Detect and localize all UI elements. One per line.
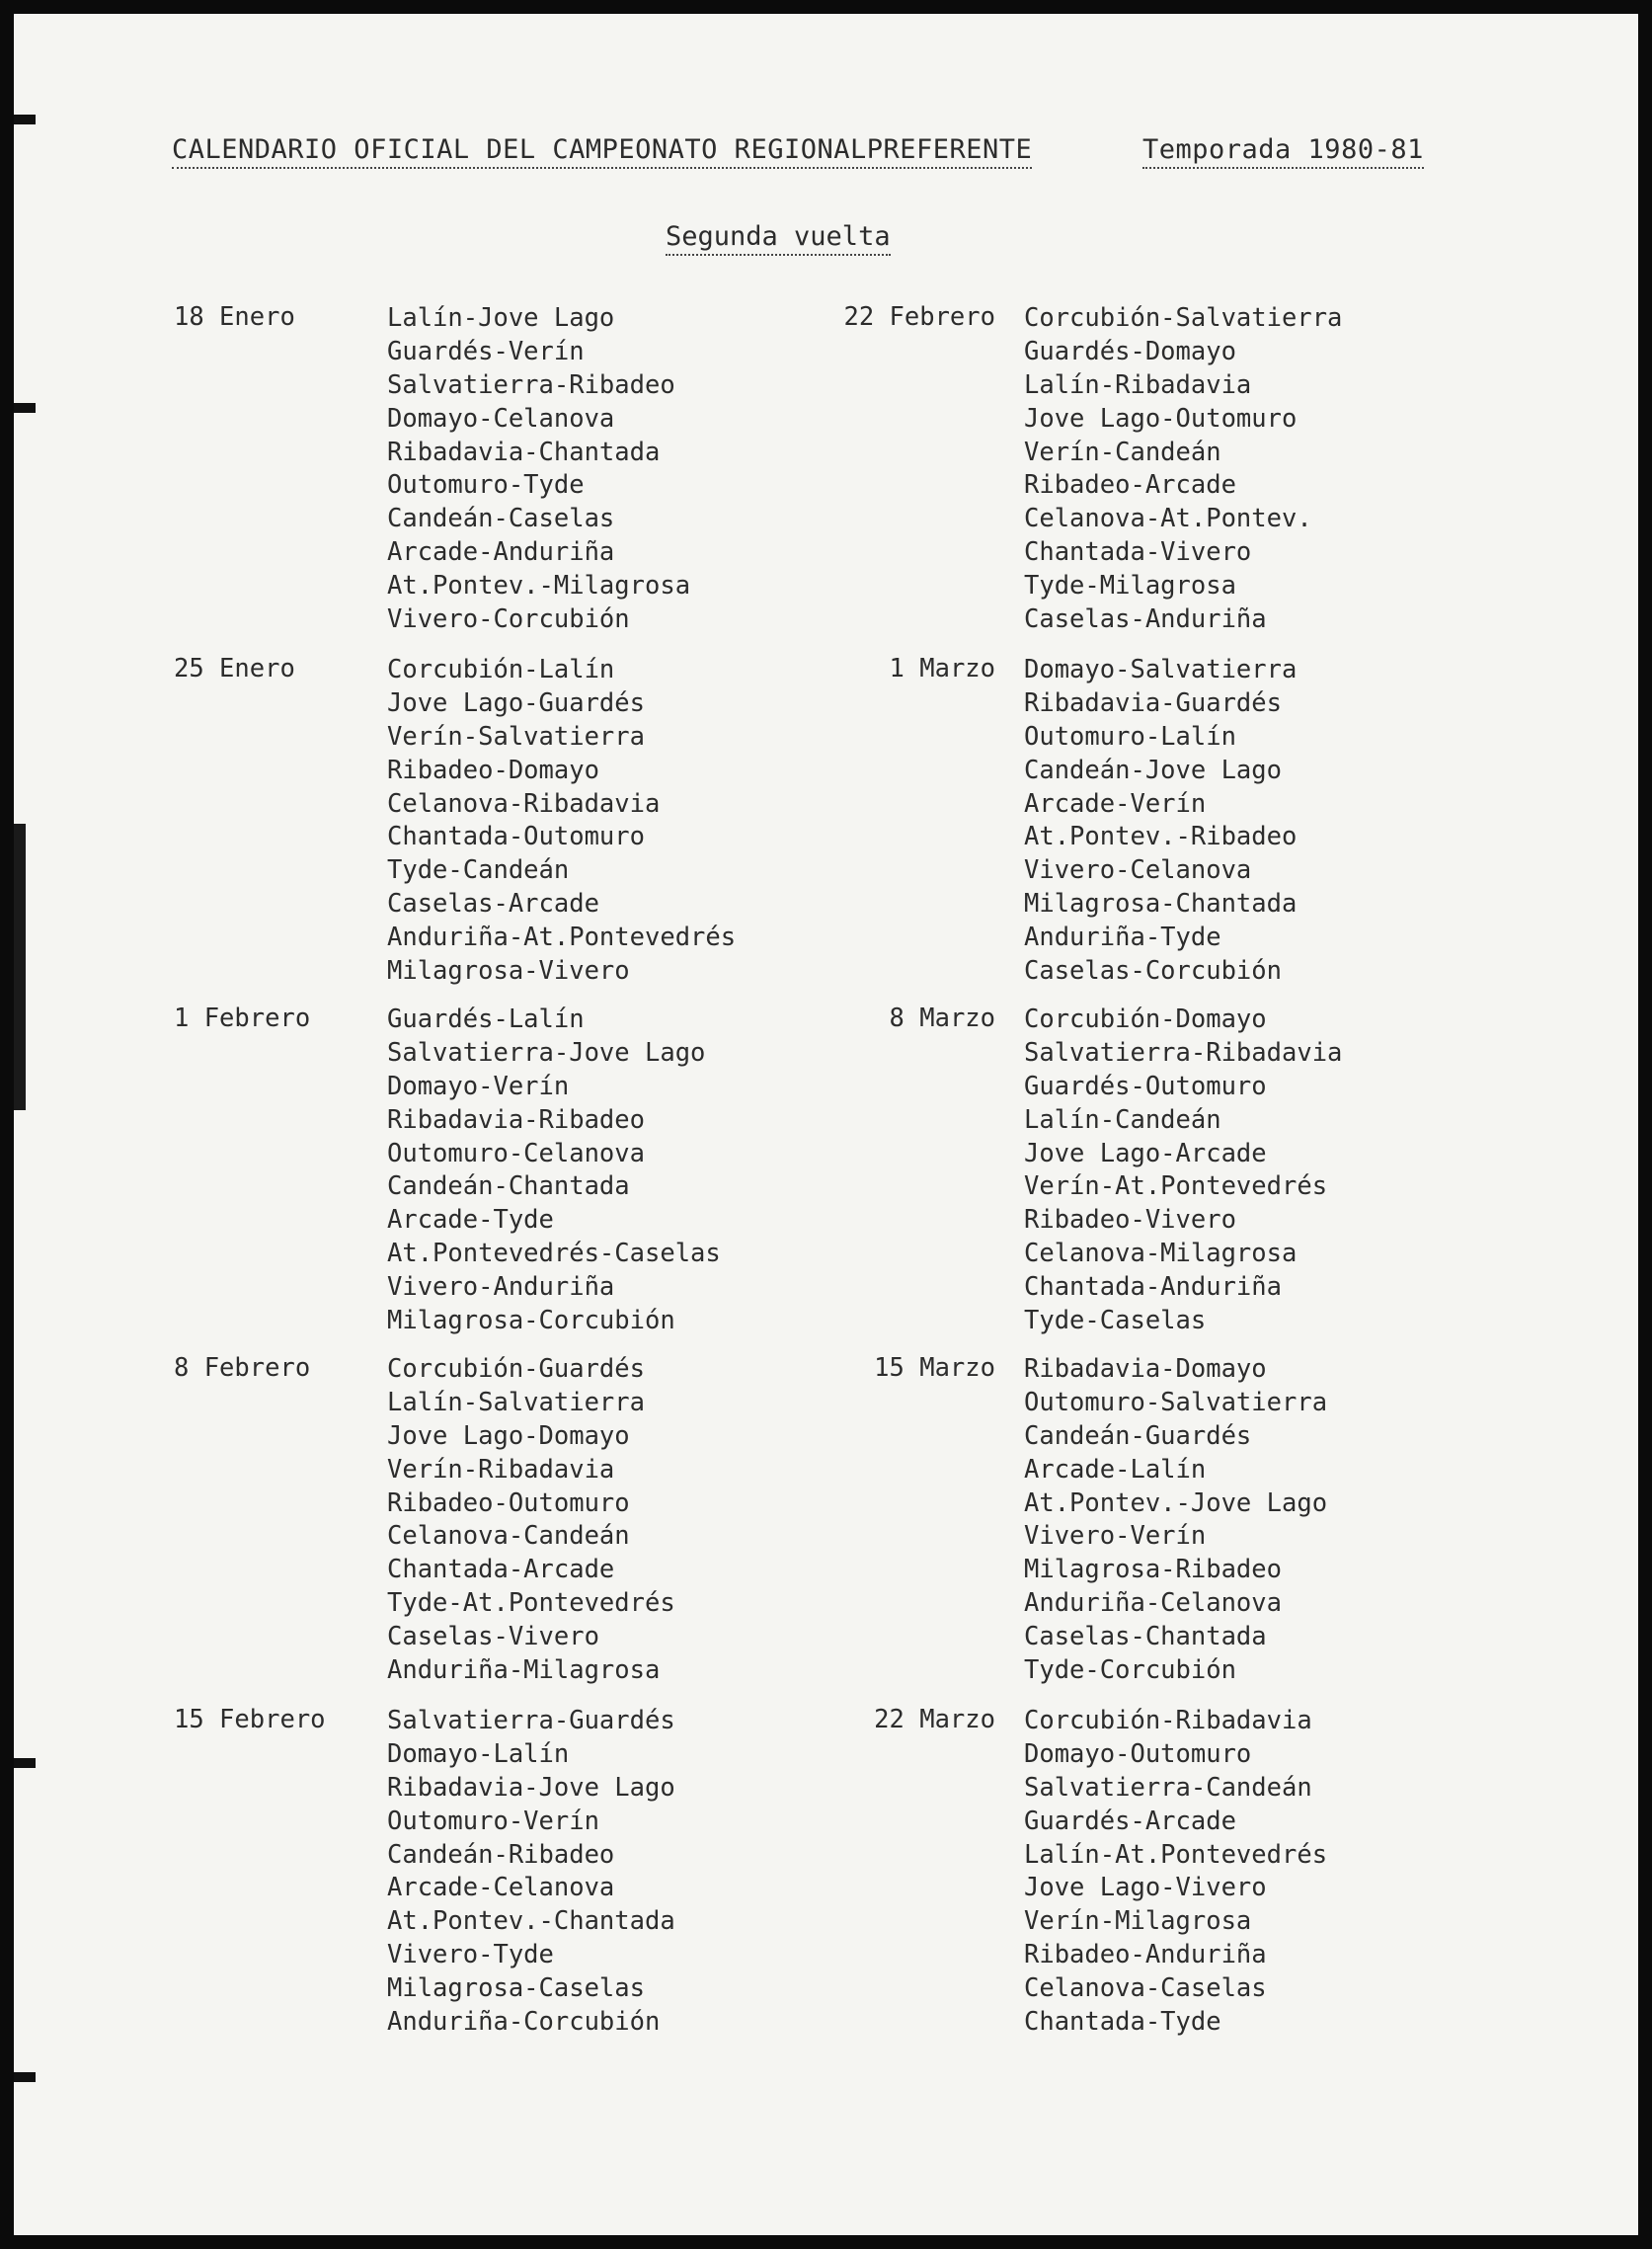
match-item: Caselas-Anduriña xyxy=(1024,604,1267,635)
match-item: Salvatierra-Ribadeo xyxy=(387,369,675,400)
match-item: Outomuro-Lalín xyxy=(1024,721,1236,752)
match-item: Chantada-Arcade xyxy=(387,1555,615,1585)
match-item: Guardés-Lalín xyxy=(387,1004,585,1034)
match-list xyxy=(387,1353,675,1688)
match-item: Milagrosa-Corcubión xyxy=(387,1306,675,1336)
binding-hole xyxy=(14,115,36,124)
match-item: Tyde-Corcubión xyxy=(1024,1655,1236,1686)
match-item: Corcubión-Salvatierra xyxy=(1024,303,1343,333)
match-item: Celanova-Candeán xyxy=(387,1521,630,1552)
match-list xyxy=(1024,1705,1327,2040)
match-item: Jove Lago-Domayo xyxy=(387,1420,630,1451)
round-date: 1 Febrero xyxy=(174,1004,311,1033)
match-item: Salvatierra-Candeán xyxy=(1024,1772,1312,1803)
match-item: Guardés-Domayo xyxy=(1024,336,1236,366)
season-label: Temporada 1980-81 xyxy=(1142,134,1424,169)
document-subtitle: Segunda vuelta xyxy=(666,221,891,256)
match-item: Jove Lago-Guardés xyxy=(387,687,645,718)
match-item: Vivero-Corcubión xyxy=(387,604,630,635)
match-item: Candeán-Ribadeo xyxy=(387,1839,615,1870)
match-item: Corcubión-Ribadavia xyxy=(1024,1706,1312,1735)
match-item: Candeán-Jove Lago xyxy=(1024,755,1282,785)
match-item: Milagrosa-Chantada xyxy=(1024,889,1298,920)
match-item: At.Pontev.-Chantada xyxy=(387,1906,675,1937)
match-item: Outomuro-Salvatierra xyxy=(1024,1387,1328,1417)
match-item: Domayo-Salvatierra xyxy=(1024,655,1298,684)
round-date: 22 Marzo xyxy=(874,1705,995,1734)
match-item: Celanova-Caselas xyxy=(1024,1973,1267,2004)
match-item: Caselas-Arcade xyxy=(387,889,599,920)
match-item: Anduriña-Celanova xyxy=(1024,1588,1282,1619)
match-list xyxy=(387,654,736,989)
match-item: Chantada-Tyde xyxy=(1024,2007,1221,2038)
match-list xyxy=(387,1705,675,2040)
match-item: Verín-Salvatierra xyxy=(387,721,645,752)
match-item: Anduriña-At.Pontevedrés xyxy=(387,923,737,953)
match-item: Chantada-Vivero xyxy=(1024,537,1252,568)
match-item: Domayo-Celanova xyxy=(387,403,615,434)
match-item: Ribadavia-Domayo xyxy=(1024,1354,1267,1384)
match-item: Arcade-Celanova xyxy=(387,1873,615,1903)
match-item: Candeán-Chantada xyxy=(387,1171,630,1202)
match-item: Guardés-Outomuro xyxy=(1024,1071,1267,1101)
match-item: Candeán-Guardés xyxy=(1024,1420,1252,1451)
match-item: Caselas-Vivero xyxy=(387,1622,599,1652)
match-item: Arcade-Verín xyxy=(1024,788,1207,819)
match-item: Outomuro-Verín xyxy=(387,1806,599,1836)
match-item: Ribadavia-Guardés xyxy=(1024,687,1282,718)
match-item: Tyde-Milagrosa xyxy=(1024,571,1236,602)
match-list xyxy=(1024,654,1297,989)
match-item: Salvatierra-Ribadavia xyxy=(1024,1037,1343,1068)
match-item: Outomuro-Celanova xyxy=(387,1138,645,1168)
match-item: Jove Lago-Vivero xyxy=(1024,1873,1267,1903)
match-item: Domayo-Outomuro xyxy=(1024,1738,1252,1769)
match-item: Milagrosa-Vivero xyxy=(387,956,630,987)
match-list xyxy=(387,302,690,637)
match-item: Chantada-Outomuro xyxy=(387,822,645,852)
match-item: Corcubión-Guardés xyxy=(387,1354,645,1384)
match-item: Guardés-Arcade xyxy=(1024,1806,1236,1836)
match-item: Caselas-Corcubión xyxy=(1024,956,1282,987)
match-item: Vivero-Anduriña xyxy=(387,1272,615,1303)
torn-edge xyxy=(14,824,26,1110)
match-item: Domayo-Verín xyxy=(387,1071,570,1101)
round-date: 15 Febrero xyxy=(174,1705,326,1734)
match-item: Lalín-At.Pontevedrés xyxy=(1024,1839,1328,1870)
match-item: Tyde-Caselas xyxy=(1024,1306,1207,1336)
binding-hole xyxy=(14,1758,36,1768)
match-item: Verín-Milagrosa xyxy=(1024,1906,1252,1937)
match-item: Ribadavia-Jove Lago xyxy=(387,1772,675,1803)
match-list xyxy=(387,1004,721,1338)
match-item: Arcade-Anduriña xyxy=(387,537,615,568)
match-item: Ribadavia-Ribadeo xyxy=(387,1104,645,1135)
match-item: Ribadeo-Outomuro xyxy=(387,1487,630,1518)
match-item: Chantada-Anduriña xyxy=(1024,1272,1282,1303)
match-item: Vivero-Celanova xyxy=(1024,855,1252,886)
match-item: Ribadeo-Domayo xyxy=(387,755,599,785)
round-date: 15 Marzo xyxy=(874,1353,995,1383)
match-item: Ribadeo-Vivero xyxy=(1024,1205,1236,1236)
round-date: 1 Marzo xyxy=(889,654,995,683)
match-item: Corcubión-Lalín xyxy=(387,655,615,684)
round-date: 22 Febrero xyxy=(843,302,995,332)
match-item: Ribadavia-Chantada xyxy=(387,437,661,467)
match-item: At.Pontev.-Jove Lago xyxy=(1024,1487,1328,1518)
match-item: Tyde-At.Pontevedrés xyxy=(387,1588,675,1619)
binding-hole xyxy=(14,2072,36,2082)
match-item: Anduriña-Tyde xyxy=(1024,923,1221,953)
document-page xyxy=(14,14,1638,2235)
match-item: Caselas-Chantada xyxy=(1024,1622,1267,1652)
match-item: Milagrosa-Ribadeo xyxy=(1024,1555,1282,1585)
match-item: At.Pontev.-Milagrosa xyxy=(387,571,691,602)
match-item: Salvatierra-Jove Lago xyxy=(387,1037,706,1068)
match-item: Outomuro-Tyde xyxy=(387,470,585,501)
match-list xyxy=(1024,1353,1327,1688)
match-item: Lalín-Candeán xyxy=(1024,1104,1221,1135)
match-item: Lalín-Jove Lago xyxy=(387,303,615,333)
document-title: CALENDARIO OFICIAL DEL CAMPEONATO REGIONALPREFERENTE xyxy=(172,134,1032,169)
match-item: Celanova-At.Pontev. xyxy=(1024,504,1312,534)
match-item: Verín-At.Pontevedrés xyxy=(1024,1171,1328,1202)
match-list xyxy=(1024,1004,1342,1338)
match-item: Salvatierra-Guardés xyxy=(387,1706,675,1735)
match-item: Corcubión-Domayo xyxy=(1024,1004,1267,1034)
match-item: At.Pontev.-Ribadeo xyxy=(1024,822,1298,852)
match-item: Candeán-Caselas xyxy=(387,504,615,534)
match-item: Milagrosa-Caselas xyxy=(387,1973,645,2004)
binding-hole xyxy=(14,403,36,413)
match-item: Jove Lago-Outomuro xyxy=(1024,403,1298,434)
match-item: Ribadeo-Arcade xyxy=(1024,470,1236,501)
round-date: 25 Enero xyxy=(174,654,295,683)
round-date: 8 Marzo xyxy=(889,1004,995,1033)
match-item: Domayo-Lalín xyxy=(387,1738,570,1769)
match-item: At.Pontevedrés-Caselas xyxy=(387,1239,721,1269)
match-item: Arcade-Tyde xyxy=(387,1205,554,1236)
match-item: Arcade-Lalín xyxy=(1024,1454,1207,1485)
match-item: Anduriña-Corcubión xyxy=(387,2007,661,2038)
match-item: Jove Lago-Arcade xyxy=(1024,1138,1267,1168)
match-item: Vivero-Verín xyxy=(1024,1521,1207,1552)
round-date: 8 Febrero xyxy=(174,1353,311,1383)
binding-edge xyxy=(14,14,36,2235)
match-item: Anduriña-Milagrosa xyxy=(387,1655,661,1686)
match-item: Verín-Ribadavia xyxy=(387,1454,615,1485)
match-item: Verín-Candeán xyxy=(1024,437,1221,467)
match-item: Vivero-Tyde xyxy=(387,1940,554,1970)
match-item: Celanova-Ribadavia xyxy=(387,788,661,819)
match-item: Ribadeo-Anduriña xyxy=(1024,1940,1267,1970)
match-item: Celanova-Milagrosa xyxy=(1024,1239,1298,1269)
match-list xyxy=(1024,302,1342,637)
match-item: Lalín-Salvatierra xyxy=(387,1387,645,1417)
round-date: 18 Enero xyxy=(174,302,295,332)
match-item: Tyde-Candeán xyxy=(387,855,570,886)
match-item: Guardés-Verín xyxy=(387,336,585,366)
match-item: Lalín-Ribadavia xyxy=(1024,369,1252,400)
